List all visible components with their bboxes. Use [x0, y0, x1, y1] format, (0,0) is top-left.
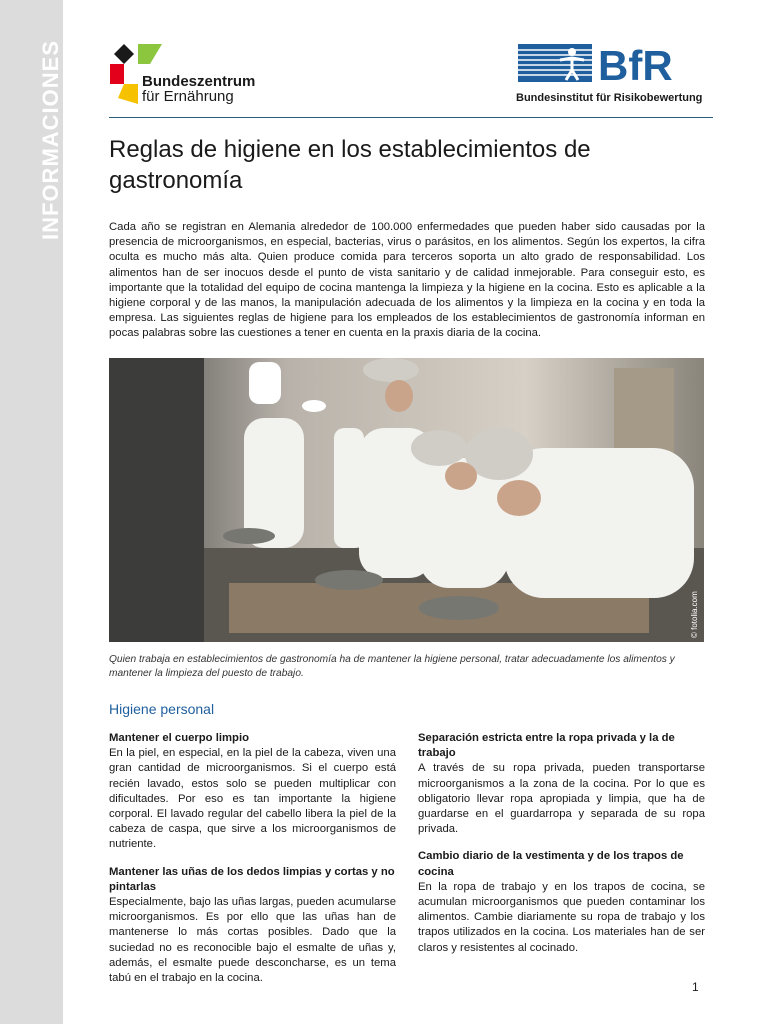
- kitchen-photo: [109, 358, 704, 642]
- rule-heading: Mantener el cuerpo limpio: [109, 732, 249, 744]
- header-divider: [109, 117, 713, 118]
- right-column: [418, 731, 705, 968]
- rule-heading: Mantener las uñas de los dedos limpias y cortas y no pintarlas: [109, 865, 395, 893]
- rule-text: En la piel, en especial, en la piel de la cabeza, viven una gran cantidad de microorganismos. Si el cuerpo está recién lavado, estos solo se pueden multiplicar con dificultades. Por eso es tan importante la higiene corporal. El lavado regular del cabello libera la piel de la cabeza de caspa, que sirve a los microorganismos de nutriente.: [109, 747, 396, 851]
- left-column: [109, 731, 396, 998]
- rule-heading: Separación estricta entre la ropa privada y la de trabajo: [418, 732, 675, 760]
- rule-block: [418, 731, 705, 837]
- rule-text: En la ropa de trabajo y en los trapos de cocina, se acumulan microorganismos que pueden contaminar los alimentos. Cambie diariamente su ropa de trabajo y los trapos utilizados en la cocina. Los materiales han de ser claros y resistentes al cocinado.: [418, 880, 705, 954]
- section-title: Higiene personal: [109, 701, 215, 717]
- rule-text: A través de su ropa privada, pueden transportarse microorganismos a la zona de la cocina. Por lo que es obligatorio llevar ropa apropiada y limpia, que ha de guardarse en el guardarropa y separada de su ropa privada.: [418, 762, 705, 836]
- page-title: Reglas de higiene en los establecimientos de gastronomía: [109, 136, 591, 194]
- bfr-logo-icon: [516, 42, 704, 84]
- page-number: 1: [692, 980, 699, 994]
- bzfe-logo-text: [142, 74, 255, 104]
- photo-credit: © fotolia.com: [690, 591, 699, 638]
- bfr-subtitle: Bundesinstitut für Risikobewertung: [516, 92, 703, 104]
- sidebar: [0, 0, 63, 1024]
- bzfe-line1: Bundeszentrum: [142, 73, 256, 90]
- intro-paragraph: Cada año se registran en Alemania alrededor de 100.000 enfermedades que pueden haber sido causadas por la presencia de microorganismos, en especial, bacterias, virus o parásitos, en los alimentos. Según los expertos, la cifra oculta es mucho más alta. Quien produce comida para terceros soporta un alto grado de responsabilidad. Los alimentos han de ser inocuos desde el punto de vista sanitario y de calidad inmejorable. Para conseguir esto, es importante que la totalidad del equipo de cocina mantenga la limpieza y la higiene en la cocina. Esto es aplicable a la higiene corporal y de las manos, la manipulación adecuada de los alimentos y la limpieza en la cocina y en toda la empresa. Las siguientes reglas de higiene para los empleados de los establecimientos de gastronomía informan en pocas palabras sobre las cuestiones a tener en cuenta en la praxis diaria de la cocina.: [109, 221, 705, 340]
- sidebar-label: INFORMACIONES: [38, 40, 63, 240]
- bzfe-line2: für Ernährung: [142, 88, 234, 105]
- bfr-wordmark: BfR: [598, 42, 673, 84]
- rule-heading: Cambio diario de la vestimenta y de los trapos de cocina: [418, 850, 684, 878]
- rule-block: [109, 865, 396, 987]
- rule-text: Especialmente, bajo las uñas largas, pueden acumularse microorganismos. Es por ello que las uñas han de mantenerse lo más cortas posibles. Dado que la suciedad no es reconocible bajo el esmalte de uñas y, además, el esmalte puede desconcharse, es un tema tabú en el trabajo en la cocina.: [109, 896, 396, 985]
- rule-block: [418, 849, 705, 955]
- photo-caption: Quien trabaja en establecimientos de gastronomía ha de mantener la higiene personal, tratar adecuadamente los alimentos y mantener la limpieza del puesto de trabajo.: [109, 654, 675, 679]
- rule-block: [109, 731, 396, 853]
